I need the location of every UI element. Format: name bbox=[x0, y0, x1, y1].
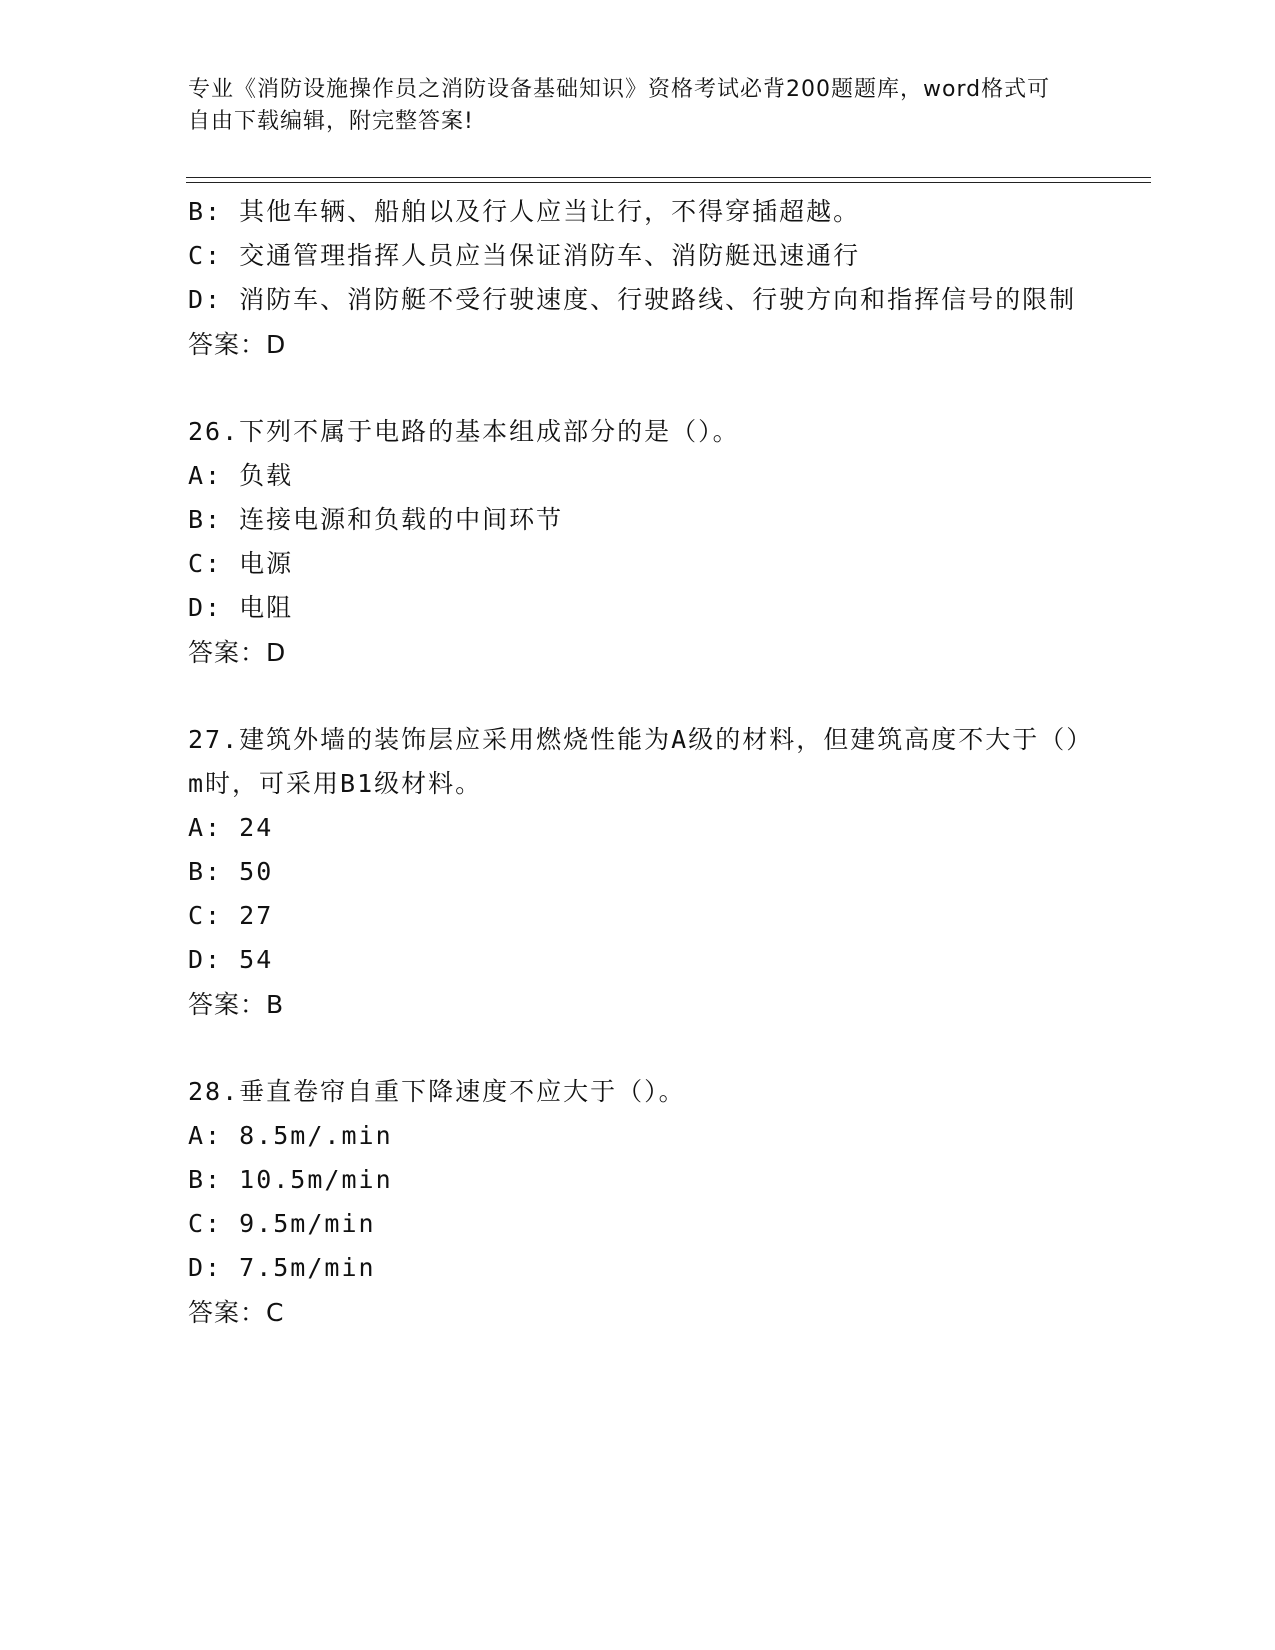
question-27 bbox=[188, 718, 1088, 1028]
answer: 答案：C bbox=[188, 1298, 285, 1327]
option-d: D: 消防车、消防艇不受行驶速度、行驶路线、行驶方向和指挥信号的限制 bbox=[188, 285, 1077, 314]
option-c: C: 9.5m/min bbox=[188, 1209, 376, 1238]
question-stem: 28.垂直卷帘自重下降速度不应大于（）。 bbox=[188, 1077, 686, 1106]
document-title: 专业《消防设施操作员之消防设备基础知识》资格考试必背200题题库，word格式可自由下载编辑，附完整答案! bbox=[188, 77, 1051, 134]
option-c: C: 电源 bbox=[188, 549, 294, 578]
option-c: C: 交通管理指挥人员应当保证消防车、消防艇迅速通行 bbox=[188, 241, 861, 270]
carryover-question bbox=[188, 190, 1088, 368]
header-rule-bottom bbox=[186, 182, 1151, 183]
option-c: C: 27 bbox=[188, 901, 274, 930]
question-content bbox=[188, 190, 1088, 1336]
question-26 bbox=[188, 410, 1088, 676]
option-b: B: 连接电源和负载的中间环节 bbox=[188, 505, 564, 534]
answer: 答案：D bbox=[188, 638, 287, 667]
option-a: A: 24 bbox=[188, 813, 274, 842]
option-a: A: 负载 bbox=[188, 461, 294, 490]
option-d: D: 7.5m/min bbox=[188, 1253, 376, 1282]
header-rule-top bbox=[186, 177, 1151, 178]
option-d: D: 电阻 bbox=[188, 593, 294, 622]
option-b: B: 10.5m/min bbox=[188, 1165, 393, 1194]
option-b: B: 50 bbox=[188, 857, 274, 886]
question-stem: 27.建筑外墙的装饰层应采用燃烧性能为A级的材料，但建筑高度不大于（）m时，可采用B1级材料。 bbox=[188, 725, 1081, 798]
answer: 答案：B bbox=[188, 990, 285, 1019]
question-stem: 26.下列不属于电路的基本组成部分的是（）。 bbox=[188, 417, 740, 446]
answer: 答案：D bbox=[188, 330, 287, 359]
option-d: D: 54 bbox=[188, 945, 274, 974]
question-28 bbox=[188, 1070, 1088, 1336]
option-a: A: 8.5m/.min bbox=[188, 1121, 393, 1150]
option-b: B: 其他车辆、船舶以及行人应当让行，不得穿插超越。 bbox=[188, 197, 861, 226]
